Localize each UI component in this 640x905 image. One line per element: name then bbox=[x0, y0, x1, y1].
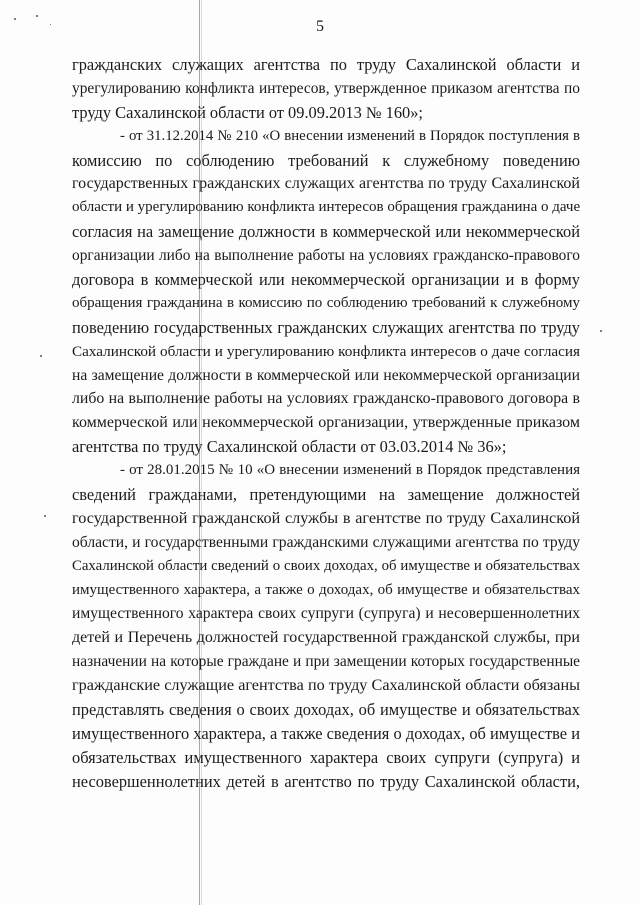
text-line: имущественного характера, а также сведения о доходах, об имуществе и bbox=[72, 723, 580, 743]
text-line: организации либо на выполнение работы на условиях гражданско-правового bbox=[72, 247, 580, 265]
text-line: обязательствах имущественного характера своих супруги (супруга) и bbox=[72, 747, 580, 767]
text-line: несовершеннолетних детей в агентство по труду Сахалинской области, bbox=[72, 771, 580, 791]
text-line: представлять сведения о своих доходах, об имуществе и обязательствах bbox=[72, 700, 580, 720]
text-line: сведений гражданами, претендующими на замещение должностей bbox=[72, 485, 580, 505]
text-line: - от 31.12.2014 № 210 «О внесении изменений в Порядок поступления в bbox=[120, 127, 580, 144]
text-line: имущественного характера своих супруги (супруга) и несовершеннолетних bbox=[72, 605, 580, 623]
text-line: урегулированию конфликта интересов, утвержденное приказом агентства по bbox=[72, 79, 580, 97]
text-line: агентства по труду Сахалинской области от 03.03.2014 № 36»; bbox=[72, 437, 507, 457]
text-line: Сахалинской области и урегулированию конфликта интересов о даче согласия bbox=[72, 342, 580, 360]
scan-speck bbox=[36, 15, 38, 17]
text-line: гражданских служащих агентства по труду Сахалинской области и bbox=[72, 55, 580, 74]
text-line: Сахалинской области сведений о своих доходах, об имуществе и обязательствах bbox=[72, 557, 580, 574]
text-line: гражданские служащие агентства по труду Сахалинской области обязаны bbox=[72, 676, 580, 695]
text-line: труду Сахалинской области от 09.09.2013 № 160»; bbox=[72, 102, 423, 122]
page-number: 5 bbox=[316, 18, 324, 35]
text-line: имущественного характера, а также о доходах, об имуществе и обязательствах bbox=[72, 581, 580, 598]
text-line: на замещение должности в коммерческой или некоммерческой организации bbox=[72, 366, 580, 384]
scan-speck bbox=[600, 330, 602, 332]
text-line: согласия на замещение должности в коммерческой или некоммерческой bbox=[72, 222, 580, 242]
text-line: - от 28.01.2015 № 10 «О внесении изменений в Порядок представления bbox=[120, 462, 580, 479]
scan-speck bbox=[40, 355, 42, 357]
text-line: поведению государственных гражданских служащих агентства по труду bbox=[72, 317, 580, 337]
text-line: назначении на которые граждане и при замещении которых государственные bbox=[72, 653, 580, 671]
text-line: детей и Перечень должностей государственной гражданской службы, при bbox=[72, 629, 580, 647]
text-line: договора в коммерческой или некоммерческой организации и в форму bbox=[72, 270, 580, 290]
text-line: либо на выполнение работы на условиях гражданско-правового договора в bbox=[72, 390, 580, 408]
text-line: государственной гражданской службы в агентстве по труду Сахалинской bbox=[72, 508, 580, 527]
text-line: коммерческой или некоммерческой организации, утвержденные приказом bbox=[72, 414, 580, 432]
text-line: обращения гражданина в комиссию по соблюдению требований к служебному bbox=[72, 294, 580, 311]
text-line: области и урегулированию конфликта интересов обращения гражданина о даче bbox=[72, 199, 581, 216]
text-line: комиссию по соблюдению требований к служебному поведению bbox=[72, 150, 580, 170]
document-body bbox=[72, 53, 580, 794]
text-line: государственных гражданских служащих агентства по труду Сахалинской bbox=[72, 175, 580, 193]
text-line: области, и государственными гражданскими служащими агентства по труду bbox=[72, 533, 580, 551]
scan-speck bbox=[44, 515, 46, 517]
